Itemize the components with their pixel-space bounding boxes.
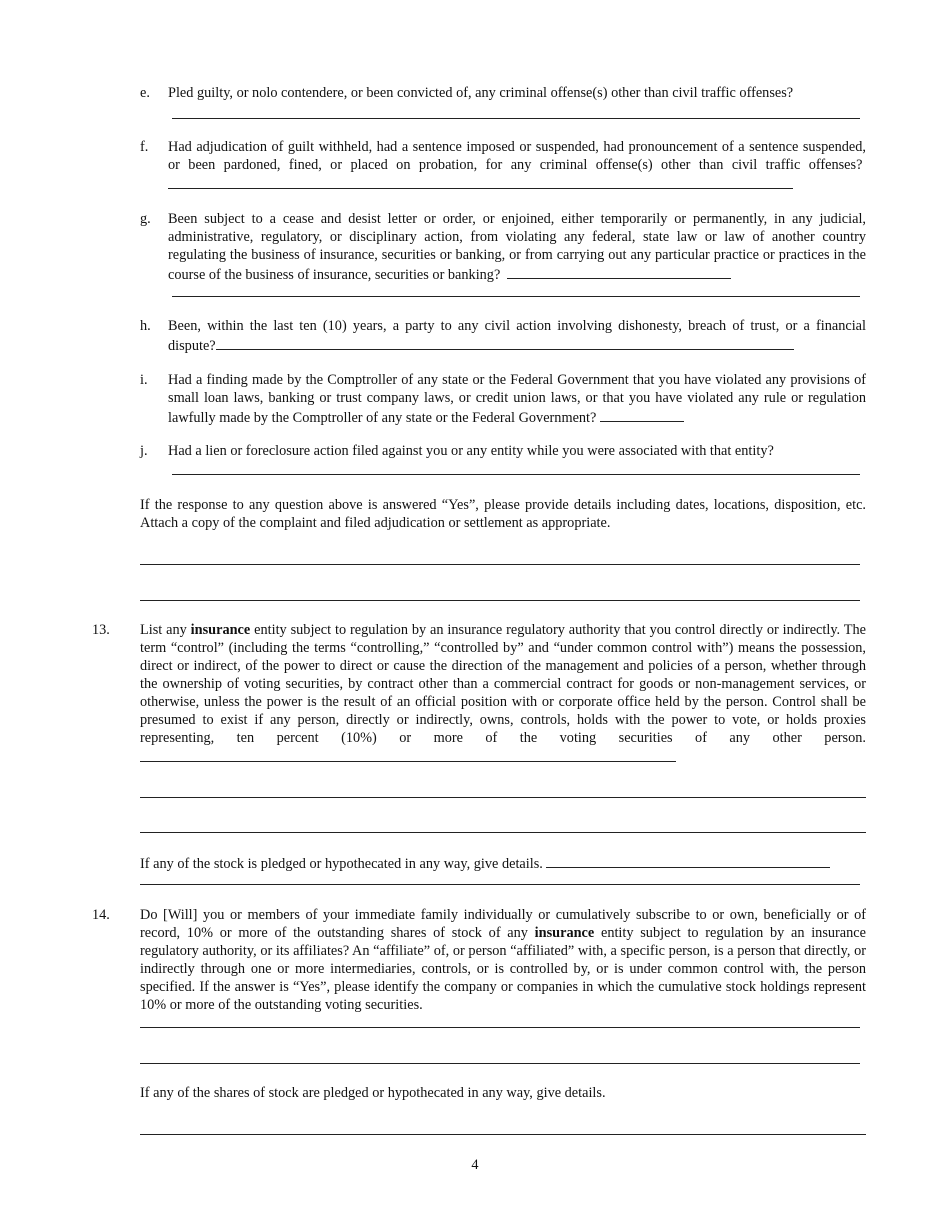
item-h-label: h.	[140, 318, 151, 334]
item-f-text	[168, 138, 866, 194]
question-13-number: 13.	[92, 622, 110, 638]
page-number: 4	[471, 1157, 479, 1173]
question-14-line-2[interactable]	[140, 1063, 860, 1064]
item-h-answer-line[interactable]	[216, 335, 794, 350]
question-13-pledge	[140, 853, 866, 873]
question-14-text-after: entity subject to regulation by an insurance regulatory authority, or its affiliates? An “affiliate” of, or person “affiliated” with, a specific person, is a person that directly, or indirectly through one or more intermediaries, controls, or is controlled by, or is under common control with, the person specified. If the answer is “Yes”, please identify the company or companies in which the cumulative stock holdings represent 10% or more of the outstanding voting securities.	[140, 925, 866, 1013]
question-13-pledge-text: If any of the stock is pledged or hypothecated in any way, give details.	[140, 856, 543, 872]
details-line-1[interactable]	[140, 564, 860, 565]
item-g-text	[168, 210, 866, 284]
question-13-line-2[interactable]	[140, 797, 866, 798]
item-h-text	[168, 317, 866, 355]
question-13-pledge-line-2[interactable]	[140, 884, 860, 885]
item-f-question: Had adjudication of guilt withheld, had a sentence imposed or suspended, had pronouncement of a sentence suspended, or been pardoned, fined, or placed on probation, for any criminal offense(s) other than civil traffic offenses?	[168, 139, 866, 173]
item-i-label: i.	[140, 372, 148, 388]
item-i-question: Had a finding made by the Comptroller of any state or the Federal Government that you have violated any provisions of small loan laws, banking or trust company laws, or credit union laws, or that you have violated any rule or regulation lawfully made by the Comptroller of any state or the Federal Government?	[168, 372, 866, 426]
item-g-label: g.	[140, 211, 151, 227]
question-13-text-before: List any	[140, 622, 191, 638]
question-13-pledge-answer-line[interactable]	[546, 853, 830, 868]
item-h-question: Been, within the last ten (10) years, a party to any civil action involving dishonesty, breach of trust, or a financial dispute?	[168, 318, 866, 354]
question-14-text-before: Do [Will] you or members of your immediate family individually or cumulatively subscribe to or own, beneficially or of record, 10% or more of the outstanding shares of stock of any	[140, 907, 866, 941]
details-instruction: If the response to any question above is answered “Yes”, please provide details including dates, locations, disposition, etc. Attach a copy of the complaint and filed adjudication or settlement as appropriate.	[140, 497, 866, 531]
item-g-answer-line-2[interactable]	[172, 296, 860, 297]
item-f-answer-line[interactable]	[168, 174, 793, 189]
question-14-bold: insurance	[534, 925, 595, 941]
item-j-text: Had a lien or foreclosure action filed against you or any entity while you were associated with that entity?	[168, 443, 774, 459]
item-j-answer-line[interactable]	[172, 474, 860, 475]
item-g-answer-line[interactable]	[507, 264, 731, 279]
question-13-answer-line[interactable]	[140, 747, 676, 762]
question-13-bold: insurance	[190, 622, 251, 638]
item-e-answer-line[interactable]	[172, 118, 860, 119]
details-line-2[interactable]	[140, 600, 860, 601]
item-e-label: e.	[140, 85, 150, 101]
question-14-pledge: If any of the shares of stock are pledged or hypothecated in any way, give details.	[140, 1085, 606, 1101]
item-e-text: Pled guilty, or nolo contendere, or been convicted of, any criminal offense(s) other than civil traffic offenses?	[168, 85, 794, 101]
question-13-text-after: entity subject to regulation by an insurance regulatory authority that you control directly or indirectly. The term “control” (including the terms “controlling,” “controlled by” and “under common control with”) means the possession, direct or indirect, of the power to direct or cause the direction of the management and policies of a person, whether through the ownership of voting securities, by contract other than a commercial contract for goods or non-management services, or otherwise, unless the power is the result of an official position with or corporate office held by the person. Control shall be presumed to exist if any person, directly or indirectly, owns, controls, holds with the power to vote, or holds proxies representing, ten percent (10%) or more of the voting securities of any other person.	[140, 622, 866, 746]
item-g-question: Been subject to a cease and desist letter or order, or enjoined, either temporarily or permanently, in any judicial, administrative, regulatory, or disciplinary action, from violating any federal, state law or law of another country regulating the business of insurance, securities or banking, or from carrying out any particular practice or practices in the course of the business of insurance, securities or banking?	[168, 211, 866, 283]
question-14-line-1[interactable]	[140, 1027, 860, 1028]
question-13-text	[140, 621, 866, 767]
question-14-text	[140, 906, 866, 1014]
question-14-number: 14.	[92, 907, 110, 923]
item-j-label: j.	[140, 443, 148, 459]
question-13-line-3[interactable]	[140, 832, 866, 833]
item-i-text	[168, 371, 866, 427]
item-f-label: f.	[140, 139, 149, 155]
question-14-pledge-line[interactable]	[140, 1134, 866, 1135]
item-i-answer-line[interactable]	[600, 407, 684, 422]
